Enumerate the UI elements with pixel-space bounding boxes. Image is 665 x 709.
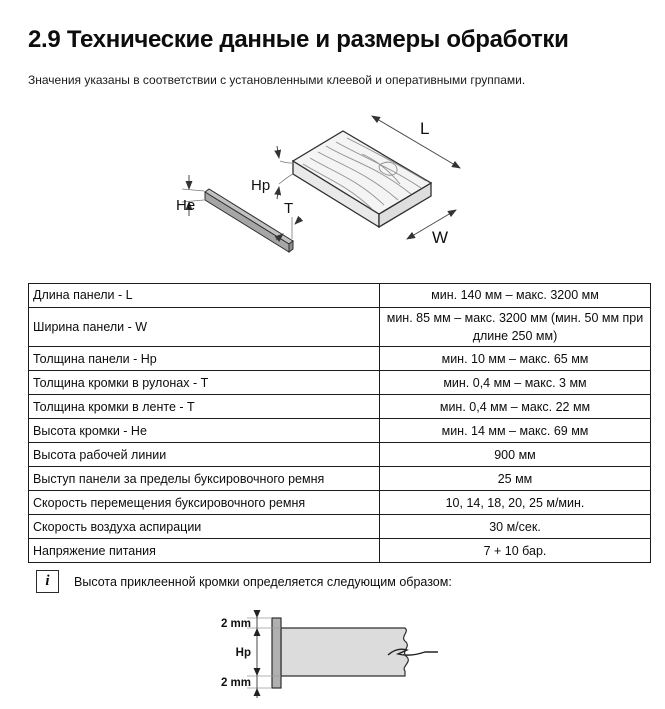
edge-band-shape xyxy=(205,189,293,252)
label-He: He xyxy=(176,197,196,214)
value-cell: мин. 14 мм – макс. 69 мм xyxy=(380,419,651,443)
label-W: W xyxy=(432,228,449,247)
label-T: T xyxy=(284,200,294,217)
value-cell: мин. 85 мм – макс. 3200 мм (мин. 50 мм при длине 250 мм) xyxy=(380,308,651,347)
value-cell: мин. 140 мм – макс. 3200 мм xyxy=(380,284,651,308)
param-cell: Длина панели - L xyxy=(29,284,380,308)
table-row xyxy=(29,419,651,443)
table-row xyxy=(29,347,651,371)
info-icon: i xyxy=(36,570,59,593)
param-cell: Выступ панели за пределы буксировочного ремня xyxy=(29,467,380,491)
label-bottom-margin: 2 mm xyxy=(220,677,251,689)
label-L: L xyxy=(420,119,430,138)
table-row xyxy=(29,395,651,419)
table-row xyxy=(29,491,651,515)
param-cell: Толщина панели - Hp xyxy=(29,347,380,371)
value-cell: 900 мм xyxy=(380,443,651,467)
info-note xyxy=(36,570,636,593)
table-row xyxy=(29,284,651,308)
param-cell: Скорость перемещения буксировочного ремня xyxy=(29,491,380,515)
value-cell: 7 + 10 бар. xyxy=(380,539,651,563)
panel-dimensions-diagram xyxy=(176,106,476,270)
param-cell: Высота кромки - He xyxy=(29,419,380,443)
dimension-Hp xyxy=(251,146,293,199)
label-top-margin: 2 mm xyxy=(220,618,251,630)
value-cell: мин. 0,4 мм – макс. 3 мм xyxy=(380,371,651,395)
param-cell: Толщина кромки в рулонах - Т xyxy=(29,371,380,395)
table-row xyxy=(29,308,651,347)
panel-diagram-svg xyxy=(176,106,476,270)
param-cell: Толщина кромки в ленте - Т xyxy=(29,395,380,419)
value-cell: 30 м/сек. xyxy=(380,515,651,539)
table-row xyxy=(29,443,651,467)
label-hp: Hp xyxy=(235,647,251,659)
info-note-text: Высота приклеенной кромки определяется следующим образом: xyxy=(74,574,452,589)
table-row xyxy=(29,371,651,395)
param-cell: Напряжение питания xyxy=(29,539,380,563)
value-cell: 25 мм xyxy=(380,467,651,491)
panel-cross-section xyxy=(281,628,408,676)
label-Hp: Hp xyxy=(251,177,271,194)
dimension-W xyxy=(407,210,456,247)
page-title: 2.9 Технические данные и размеры обработки xyxy=(28,26,569,53)
intro-text: Значения указаны в соответствии с установленными клеевой и оперативными группами. xyxy=(28,73,526,87)
param-cell: Ширина панели - W xyxy=(29,308,380,347)
value-cell: мин. 10 мм – макс. 65 мм xyxy=(380,347,651,371)
table-row xyxy=(29,539,651,563)
edge-height-diagram xyxy=(195,605,465,705)
value-cell: 10, 14, 18, 20, 25 м/мин. xyxy=(380,491,651,515)
dimension-He xyxy=(176,175,204,216)
panel-shape xyxy=(293,131,431,227)
edge-band-cross-section xyxy=(272,618,281,688)
param-cell: Скорость воздуха аспирации xyxy=(29,515,380,539)
param-cell: Высота рабочей линии xyxy=(29,443,380,467)
tech-data-table xyxy=(28,283,651,563)
value-cell: мин. 0,4 мм – макс. 22 мм xyxy=(380,395,651,419)
table-row xyxy=(29,515,651,539)
table-row xyxy=(29,467,651,491)
edge-diagram-svg xyxy=(195,605,465,705)
